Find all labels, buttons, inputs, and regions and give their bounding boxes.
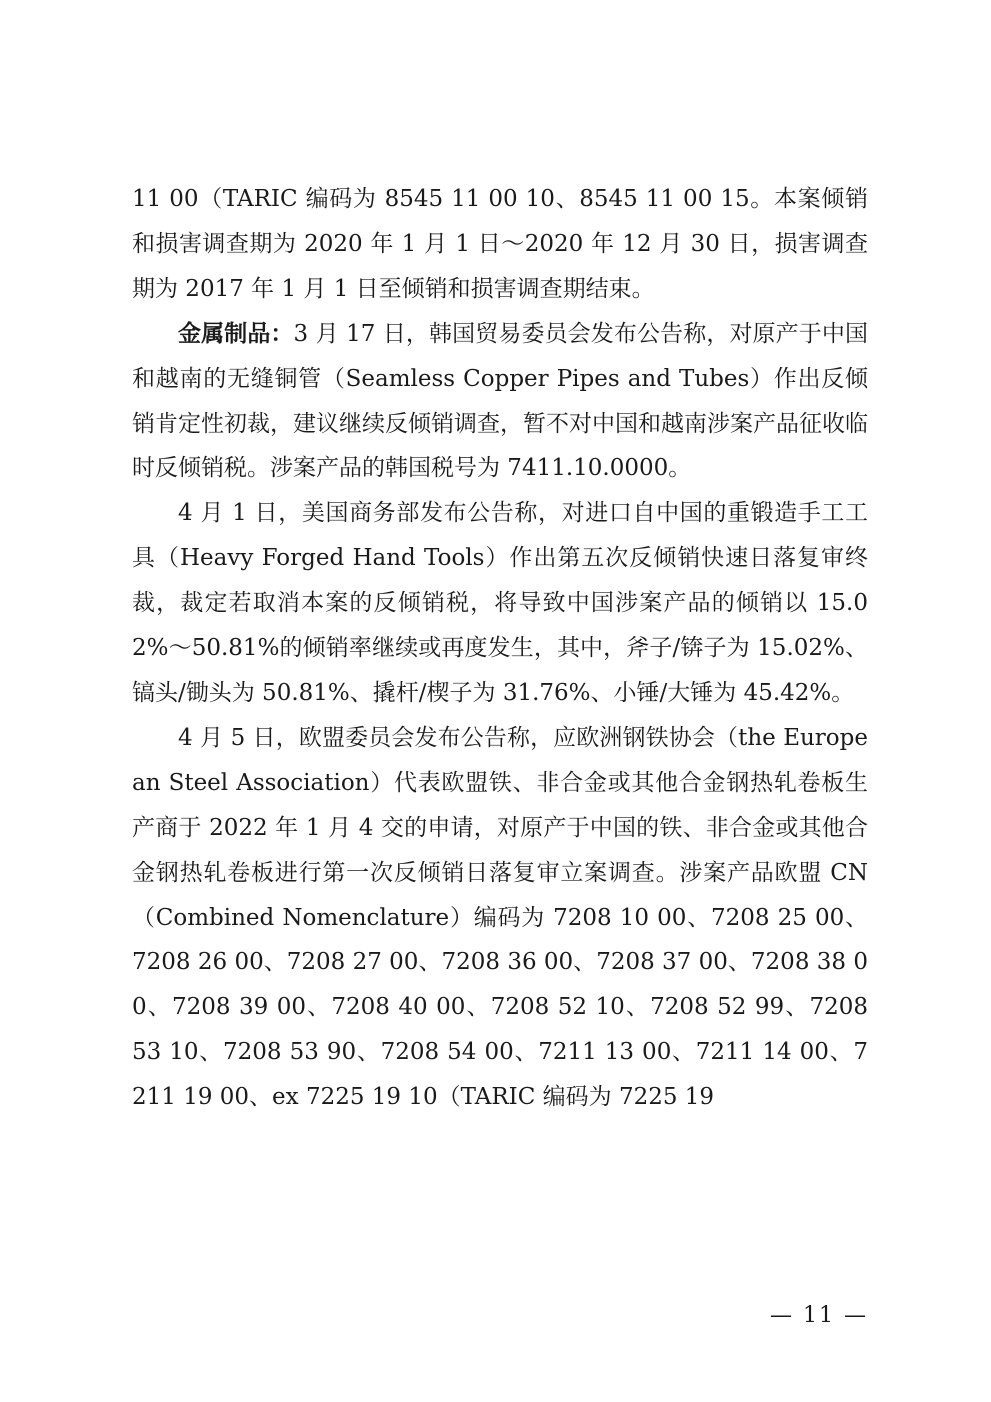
- section-lead-label: 金属制品：: [178, 320, 294, 347]
- paragraph-hand-tools: [132, 491, 868, 716]
- page-number: — 11 —: [770, 1303, 868, 1328]
- paragraph-metal-products: [132, 312, 868, 492]
- paragraph-hot-rolled-steel: [132, 716, 868, 1120]
- paragraph-text: 3 月 17 日，韩国贸易委员会发布公告称，对原产于中国和越南的无缝铜管（Seamless Copper Pipes and Tubes）作出反倾销肯定性初裁，建议继续反倾销调查，暂不对中国和越南涉案产品征收临时反倾销税。涉案产品的韩国税号为 7411.10.0000。: [132, 320, 868, 482]
- paragraph-text: 4 月 5 日，欧盟委员会发布公告称，应欧洲钢铁协会（the European Steel Association）代表欧盟铁、非合金或其他合金钢热轧卷板生产商于 2022 年 1 月 4 交的申请，对原产于中国的铁、非合金或其他合金钢热轧卷板进行第一次反倾销日落复审立案调查。涉案产品欧盟 CN（Combined Nomenclature）编码为 7208 10 00、7208 25 00、7208 26 00、7208 27 00、7208 36 00、7208 37 00、7208 38 00、7208 39 00、7208 40 00、7208 52 10、7208 52 99、7208 53 10、7208 53 90、7208 54 00、7211 13 00、7211 14 00、7211 19 00、ex 7225 19 10（TARIC 编码为 7225 19: [132, 724, 868, 1111]
- paragraph-text: 4 月 1 日，美国商务部发布公告称，对进口自中国的重锻造手工工具（Heavy Forged Hand Tools）作出第五次反倾销快速日落复审终裁，裁定若取消本案的反倾销税，将导致中国涉案产品的倾销以 15.02%～50.81%的倾销率继续或再度发生，其中，斧子/锛子为 15.02%、镐头/锄头为 50.81%、撬杆/楔子为 31.76%、小锤/大锤为 45.42%。: [132, 500, 868, 706]
- paragraph-continuation: [132, 177, 868, 312]
- document-body: [132, 177, 868, 1120]
- paragraph-text: 11 00（TARIC 编码为 8545 11 00 10、8545 11 00 15。本案倾销和损害调查期为 2020 年 1 月 1 日～2020 年 12 月 30 日，损害调查期为 2017 年 1 月 1 日至倾销和损害调查期结束。: [132, 186, 868, 302]
